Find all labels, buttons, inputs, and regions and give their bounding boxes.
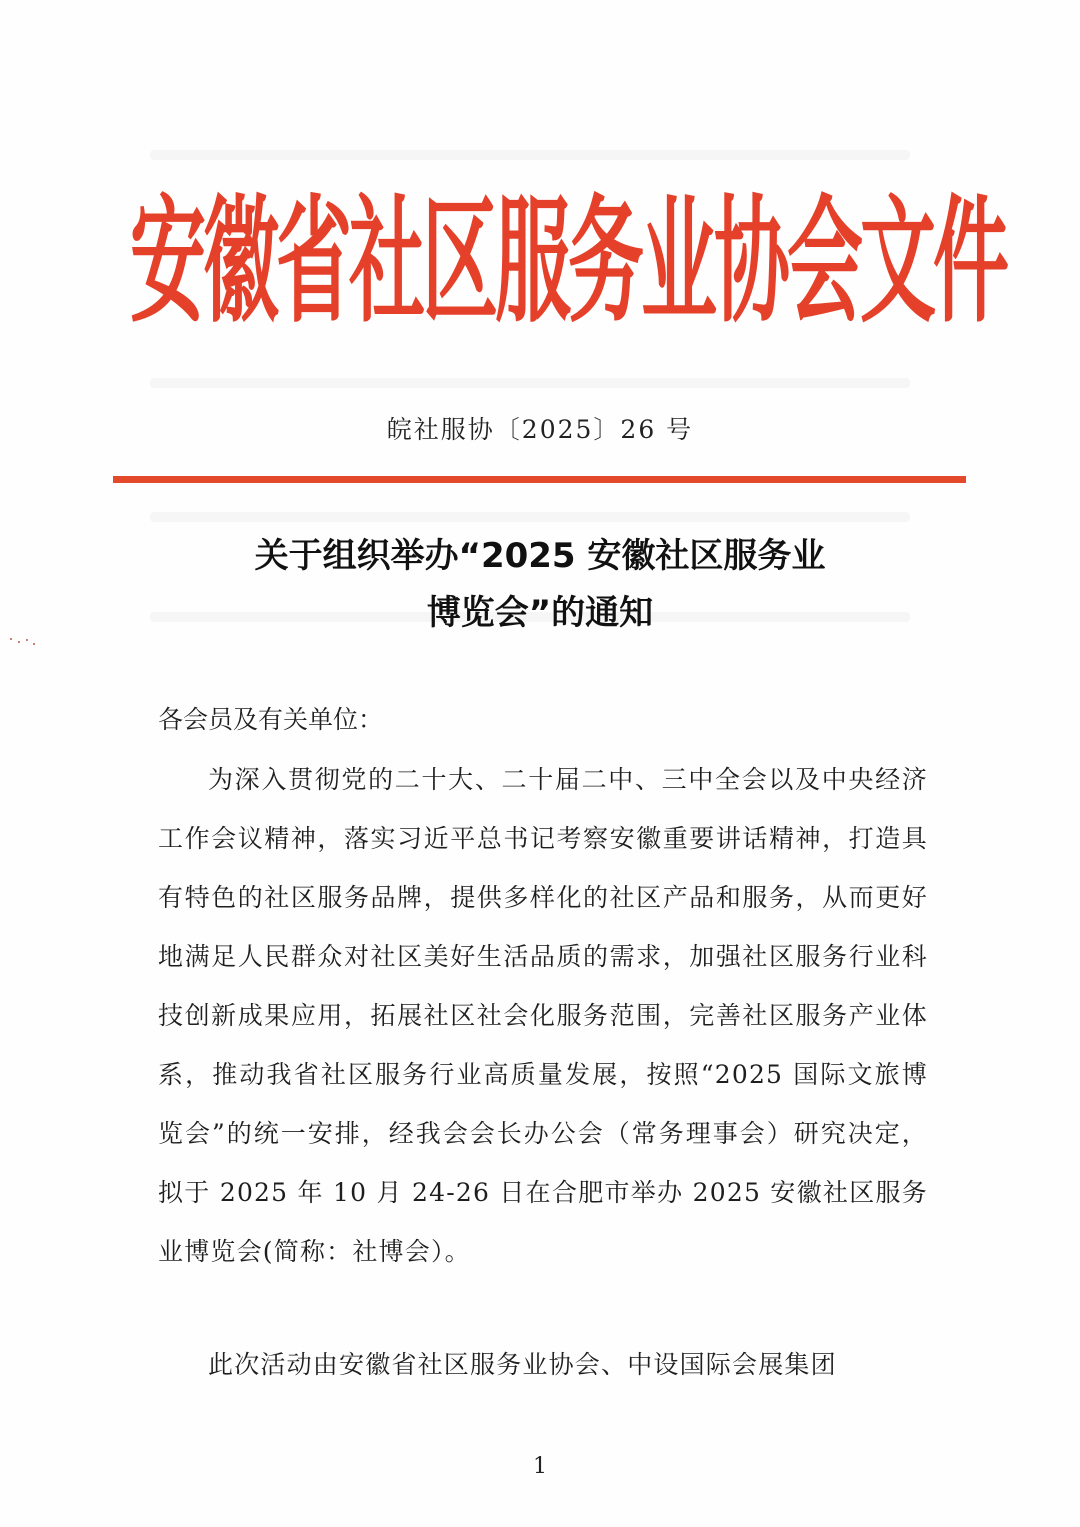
body-paragraph-1: 为深入贯彻党的二十大、二十届二中、三中全会以及中央经济工作会议精神，落实习近平总书记考察安徽重要讲话精神，打造具有特色的社区服务品牌，提供多样化的社区产品和服务，从而更好地满足人民群众对社区美好生活品质的需求，加强社区服务行业科技创新成果应用，拓展社区社会化服务范围，完善社区服务产业体系，推动我省社区服务行业高质量发展，按照“2025 国际文旅博览会”的统一安排，经我会会长办公会（常务理事会）研究决定，拟于 2025 年 10 月 24-26 日在合肥市举办 2025 安徽社区服务业博览会(简称：社博会）。	[158, 765, 928, 1266]
red-divider-rule	[113, 476, 966, 483]
scan-speck	[8, 636, 38, 646]
page-number: 1	[533, 1454, 547, 1479]
document-number: 皖社服协〔2025〕26 号	[386, 415, 694, 444]
salutation: 各会员及有关单位：	[158, 705, 384, 734]
body-paragraph-2: 此次活动由安徽省社区服务业协会、中设国际会展集团	[208, 1350, 837, 1379]
scan-bleed	[150, 512, 910, 522]
notice-title-line-2: 博览会”的通知	[426, 593, 654, 633]
masthead-title: 安徽省社区服务业协会文件	[130, 181, 1006, 342]
notice-title-line-1: 关于组织举办“2025 安徽社区服务业	[254, 536, 826, 576]
